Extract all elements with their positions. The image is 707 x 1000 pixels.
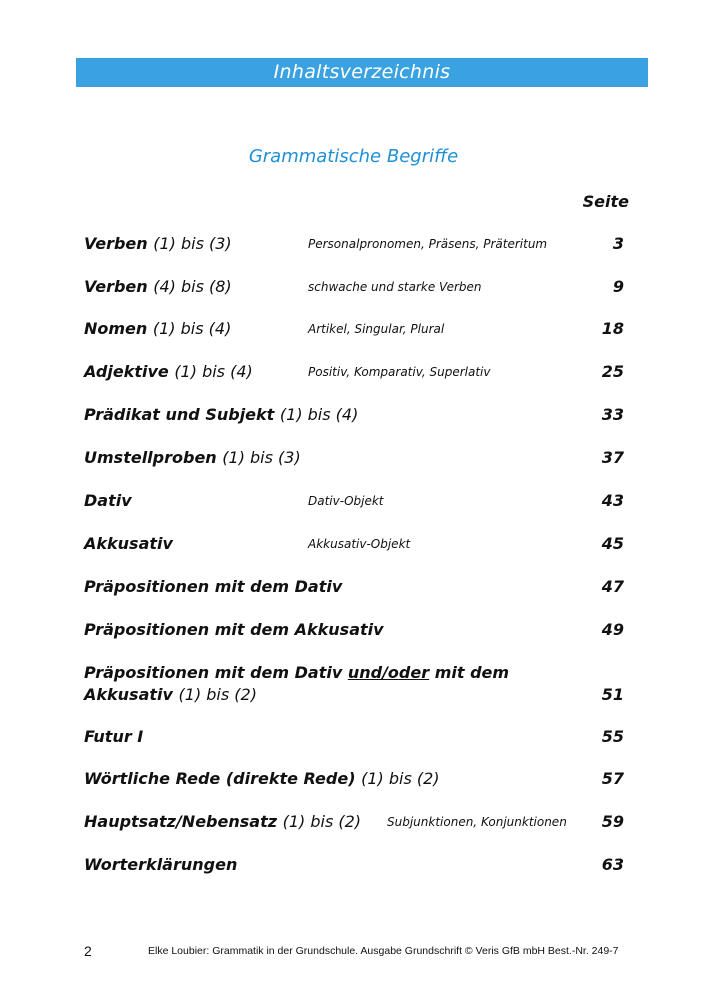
entry-title-line2: Akkusativ [84, 685, 173, 704]
toc-entry[interactable] [84, 727, 624, 746]
entry-page: 3 [612, 234, 624, 253]
page-column-label: Seite [582, 192, 629, 211]
toc-entry[interactable] [84, 319, 624, 338]
entry-range: (1) bis (2) [282, 812, 362, 831]
entry-title: Akkusativ [84, 534, 173, 553]
contents-banner [76, 58, 648, 87]
entry-title: Adjektive [84, 362, 169, 381]
entry-title: Verben [84, 277, 148, 296]
entry-title: Dativ [84, 491, 132, 510]
entry-range: (1) bis (4) [152, 319, 232, 338]
entry-range: (1) bis (3) [153, 234, 232, 253]
entry-range: (1) bis (2) [178, 685, 257, 704]
toc-entry[interactable] [84, 855, 624, 874]
entry-range: (4) bis (8) [153, 277, 232, 296]
entry-range: (1) bis (4) [174, 362, 253, 381]
entry-page: 59 [601, 812, 624, 831]
entry-title: Präpositionen mit dem Akkusativ [84, 620, 384, 639]
entry-title: Verben [84, 234, 148, 253]
entry-page: 9 [612, 277, 624, 296]
entry-page: 45 [601, 534, 624, 553]
toc-entry[interactable] [84, 234, 624, 253]
toc-entry[interactable] [84, 362, 624, 381]
toc-entry[interactable] [84, 769, 624, 788]
entry-page: 55 [601, 727, 624, 746]
entry-page: 49 [601, 620, 624, 639]
entry-title: Worterklärungen [84, 855, 238, 874]
toc-entry[interactable] [84, 277, 624, 296]
entry-note: Artikel, Singular, Plural [308, 322, 445, 336]
entry-page: 63 [601, 855, 624, 874]
entry-page: 47 [601, 577, 624, 596]
entry-title: Nomen [84, 319, 148, 338]
entry-note: Akkusativ-Objekt [308, 537, 411, 551]
entry-title: Futur I [84, 727, 144, 746]
toc-entry[interactable] [84, 663, 624, 704]
entry-title: Präpositionen mit dem Dativ [84, 663, 343, 682]
entry-title-cont: mit dem [434, 663, 510, 682]
section-subtitle: Grammatische Begriffe [248, 146, 459, 167]
entry-title: Präpositionen mit dem Dativ [84, 577, 343, 596]
page-number: 2 [84, 943, 92, 959]
entry-range: (1) bis (3) [222, 448, 301, 467]
toc-entry[interactable] [84, 405, 624, 424]
toc-entry[interactable] [84, 534, 624, 553]
entry-note: Dativ-Objekt [308, 494, 384, 508]
entry-range: (1) bis (2) [361, 769, 440, 788]
entry-page: 43 [601, 491, 624, 510]
entry-note: Positiv, Komparativ, Superlativ [308, 365, 491, 379]
toc-entry[interactable] [84, 577, 624, 596]
contents-title: Inhaltsverzeichnis [273, 61, 451, 83]
entry-page: 25 [601, 362, 624, 381]
entry-title: Hauptsatz/Nebensatz [84, 812, 278, 831]
entry-note: Personalpronomen, Präsens, Präteritum [308, 237, 548, 251]
toc-entry[interactable] [84, 620, 624, 639]
toc-entry[interactable] [84, 448, 624, 467]
entry-page: 51 [601, 685, 624, 704]
footer-credit: Elke Loubier: Grammatik in der Grundschule. Ausgabe Grundschrift © Veris GfB mbH Best.-Nr. 249-7 [148, 945, 619, 957]
entry-page: 33 [601, 405, 624, 424]
entry-title: Wörtliche Rede (direkte Rede) [84, 769, 356, 788]
entry-title: Prädikat und Subjekt [84, 405, 275, 424]
entry-page: 37 [601, 448, 624, 467]
toc-entry[interactable] [84, 812, 624, 831]
entry-note: Subjunktionen, Konjunktionen [387, 815, 567, 829]
entry-title-underlined: und/oder [347, 663, 430, 682]
entry-page: 57 [601, 769, 624, 788]
entry-page: 18 [601, 319, 624, 338]
entry-range: (1) bis (4) [279, 405, 359, 424]
entry-title: Umstellproben [84, 448, 217, 467]
entry-note: schwache und starke Verben [308, 280, 482, 294]
toc-entry[interactable] [84, 491, 624, 510]
